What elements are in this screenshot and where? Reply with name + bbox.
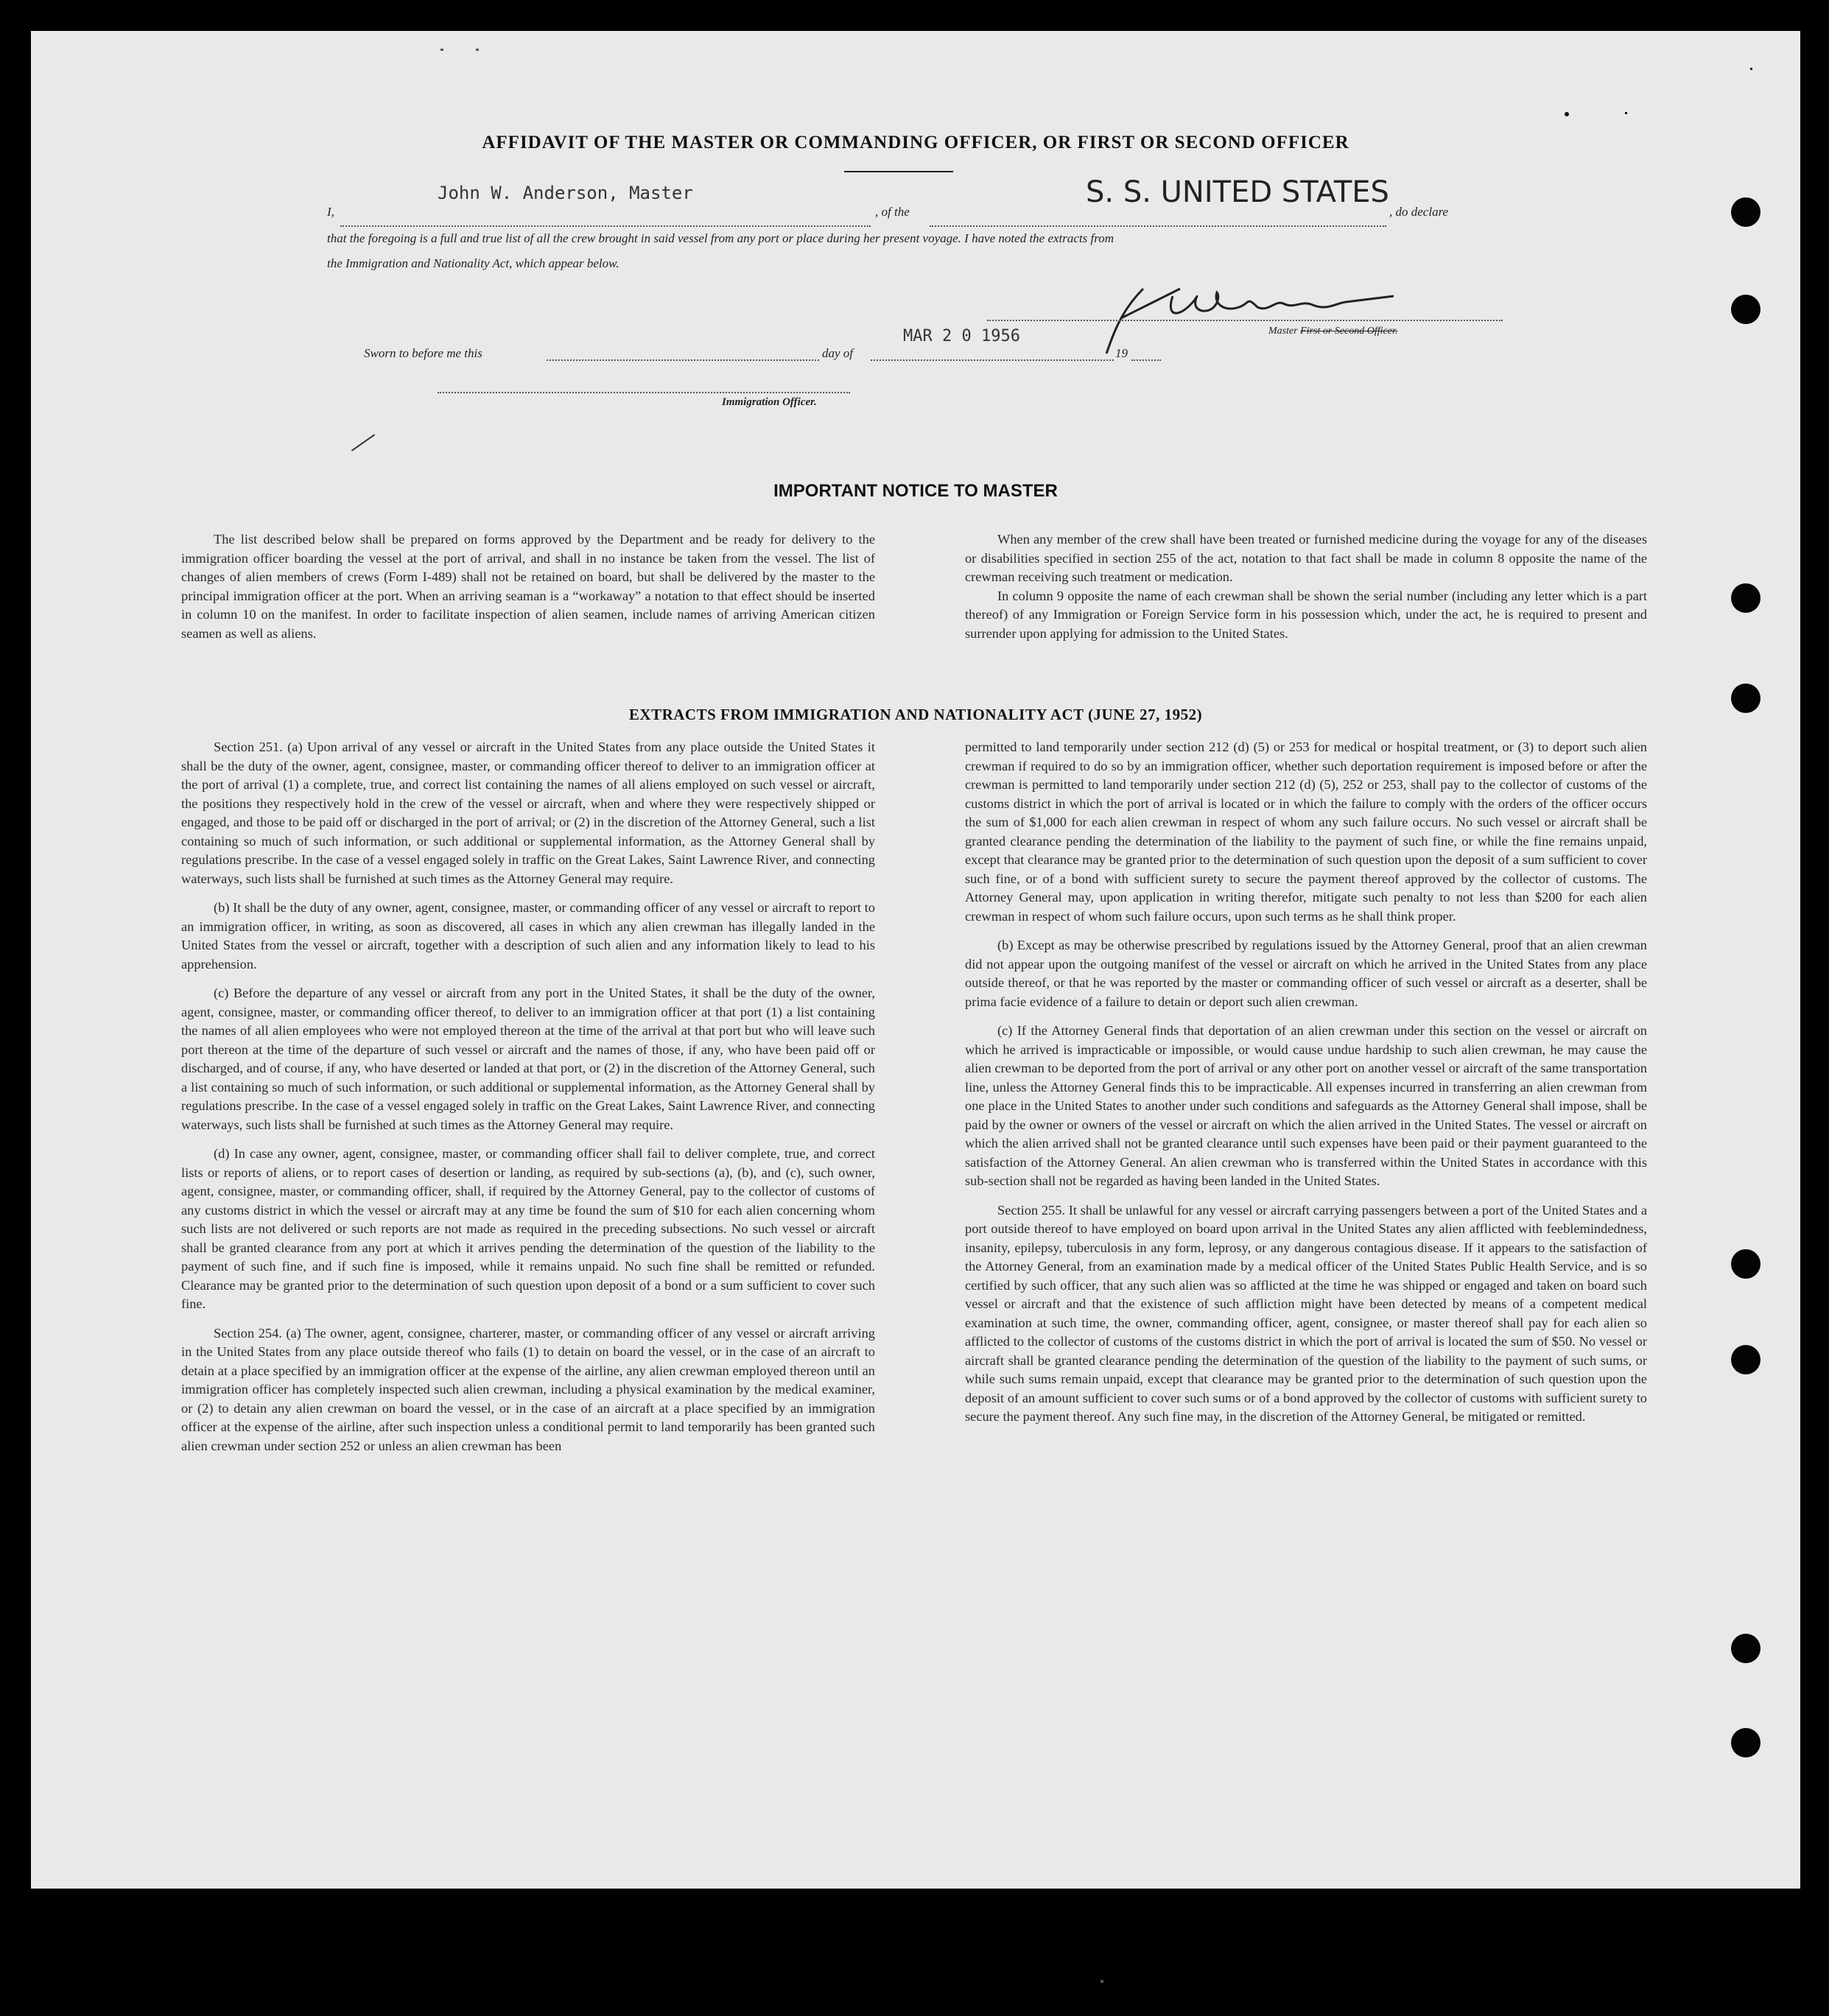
extracts-title: EXTRACTS FROM IMMIGRATION AND NATIONALITY ACT (JUNE 27, 1952) [628, 706, 1203, 723]
officer-label: Immigration Officer. [722, 396, 817, 408]
section-255: Section 255. It shall be unlawful for any vessel or aircraft carrying passengers between a port of the United States and a port outside thereof to have employed on board upon arrival in the United States any alien afflicted with feeblemindedness, insanity, epilepsy, tuberculosis in any form, leprosy, or any dangerous contagious disease. If it appears to the satisfaction of the Attorney General, from an examination made by a medical officer of the United States Public Health Service, and is so certified by such officer, that any such alien was so afflicted at the time he was shipped or engaged and taken on board such vessel or aircraft and that the existence of such affliction might have been detected by means of a competent medical examination at such time, the owner, commanding officer, agent, consignee, or master thereof shall pay for each alien so afflicted to the collector of customs of the customs district in which the port of arrival is located the sum of $50. No vessel or aircraft shall be granted clearance pending the determination of the question of the liability to the payment of such sums, or while such sums remain unpaid, except that clearance may be granted prior to the determination of such question upon the deposit of an amount sufficient to cover such sums or of a bond approved by the collector of customs with sufficient surety to secure the payment thereof. Any such fine may, in the discretion of the Attorney General, be mitigated or remitted. [965, 1202, 1647, 1424]
vessel-dotted-line [930, 225, 1386, 227]
notice-right-paragraph-1: When any member of the crew shall have been treated or furnished medicine during the voyage for any of the diseases or disabilities specified in section 255 of the act, notation to that fact shall be made in column 8 opposite the name of the crewman receiving such treatment or medication. [965, 532, 1647, 584]
day-of-label: day of [822, 346, 854, 360]
section-251-d: (d) In case any owner, agent, consignee, master, or commanding officer shall fail to deliver complete, true, and correct lists or reports of aliens, or to report cases of desertion or landing, as required by sub-sections (a), (b), and (c), such owner, agent, consignee, master, or commanding officer, shall, if required by the Attorney General, pay to the collector of customs of any customs district in which the vessel or aircraft may at any time be found the sum of $10 for each alien concerning whom such lists are not delivered or such reports are not made as required in the preceding subsections. No such vessel or aircraft shall be granted clearance from any port at which it arrives pending the determination of the question of the liability to the payment of such fine, and if such fine is imposed, while it remains unpaid. No such fine shall be remitted or refunded. Clearance may be granted prior to the determination of such question upon deposit of a bond or a sum sufficient to cover such fine. [181, 1146, 875, 1311]
section-254-a-continued: permitted to land temporarily under section 212 (d) (5) or 253 for medical or hospital treatment, or (3) to deport such alien crewman if required to do so by an immigration officer, whether such deportation requirement is imposed before or after the crewman is permitted to land temporarily under section 212 (d) (5), 252 or 253, shall pay to the collector of customs of the customs district in which the port of arrival is located or in which the failure to comply with the orders of the officer occurs the sum of $1,000 for each alien crewman in respect of whom any such failure occurs. No such vessel or aircraft shall be granted clearance pending the determination of the liability to the payment of such fine, or while the fine remains unpaid, except that clearance may be granted prior to the determination of such question upon the deposit of a sum sufficient to cover such fine, or of a bond with sufficient surety to secure the payment thereof approved by the collector of customs. The Attorney General may, upon application in writing therefor, mitigate such penalty to not less than $200 for each alien crewman in respect of whom such failure occurs, upon such terms as he shall think proper. [965, 740, 1647, 924]
name-dotted-line [340, 225, 871, 227]
punch-hole [1731, 1728, 1760, 1757]
section-251-b: (b) It shall be the duty of any owner, agent, consignee, master, or commanding officer of any vessel or aircraft to report to an immigration officer, in writing, as soon as discovered, all cases in which any alien crewman has illegally landed in the United States from the vessel or aircraft, together with a description of such alien and any information likely to lead to his apprehension. [181, 900, 875, 972]
year-dotted-line [1131, 359, 1161, 361]
declaration-statement-1: that the foregoing is a full and true list of all the crew brought in said vessel from any port or place during her present voyage. I have noted the extracts from [327, 231, 1114, 245]
signer-title [1268, 326, 1397, 337]
notice-left-paragraph: The list described below shall be prepared on forms approved by the Department and be ready for delivery to the immigration officer boarding the vessel at the port of arrival, and shall in no instance be taken from the vessel. The list of changes of alien members of crews (Form I-489) shall not be retained on board, but shall be delivered by the master to the principal immigration officer at the port. When an arriving seaman is a “workaway” a notation to that effect should be inserted in column 10 on the manifest. In order to facilitate inspection of alien seamen, include names of arriving American citizen seamen as well as aliens. [181, 532, 875, 641]
signature-dotted-line [987, 320, 1503, 321]
year-prefix: 19 [1115, 346, 1128, 360]
punch-hole [1731, 295, 1760, 324]
scan-speck [476, 49, 479, 51]
manifest-page [31, 31, 1800, 1889]
pen-mark [351, 434, 375, 451]
punch-hole [1731, 1345, 1760, 1374]
scan-speck [440, 49, 443, 51]
dust-speck [1625, 112, 1627, 114]
sworn-label: Sworn to before me this [364, 346, 482, 360]
signer-title-struck: First or Second Officer. [1300, 326, 1398, 337]
vessel-name: S. S. UNITED STATES [1086, 175, 1389, 209]
section-254-c: (c) If the Attorney General finds that deportation of an alien crewman under this section on the vessel or aircraft on which he arrived is impracticable or impossible, or would cause undue hardship to such alien crewman, he may cause the alien crewman to be deported from the port of arrival or any other port on another vessel or aircraft of the same transportation line, unless the Attorney General finds this to be impracticable. All expenses incurred in transferring an alien crewman from one place in the United States to another under such conditions and safeguards as the Attorney General shall impose, shall be paid by the owner or owners of the vessel or aircraft on which the alien arrived in the United States. The vessel or aircraft on which the alien arrived shall not be granted clearance until such expenses have been paid or their payment guaranteed to the satisfaction of the Attorney General. An alien crewman who is transferred within the United States in accordance with this sub-section shall not be regarded as having been landed in the United States. [965, 1023, 1647, 1188]
extracts-left-column [181, 738, 875, 1455]
notice-right-paragraph-2: In column 9 opposite the name of each crewman shall be shown the serial number (including any letter which is a part thereof) of any Immigration or Foreign Service form in his possession which, under the act, he is required to present and surrender upon applying for admission to the United States. [965, 588, 1647, 641]
section-251-a: Section 251. (a) Upon arrival of any vessel or aircraft in the United States from any place outside the United States it shall be the duty of the owner, agent, consignee, master, or commanding officer thereof to deliver to an immigration officer at the port of arrival (1) a complete, true, and correct list containing the names of all aliens employed on such vessel or aircraft, the positions they respectively hold in the crew of the vessel or aircraft, when and where they were respectively shipped or engaged, and those to be paid off or discharged in the port of arrival; or (2) in the discretion of the Attorney General, such a list containing so much of such information, or such additional or supplemental information, as the Attorney General shall by regulations prescribe. In the case of a vessel engaged solely in traffic on the Great Lakes, Saint Lawrence River, and connecting waterways, such lists shall be furnished at such times as the Attorney General may require. [181, 740, 875, 886]
notice-title: IMPORTANT NOTICE TO MASTER [773, 481, 1058, 501]
extracts-right-column [965, 738, 1647, 1427]
master-name: John W. Anderson, Master [438, 183, 693, 203]
punch-hole [1731, 1249, 1760, 1279]
of-the-label: , of the [875, 205, 910, 219]
declaration-line [327, 175, 1504, 231]
title-divider [844, 171, 953, 172]
date-stamp: MAR 2 0 1956 [903, 327, 1020, 345]
sworn-dotted-line [547, 359, 819, 361]
section-251-c: (c) Before the departure of any vessel or aircraft from any port in the United States, it shall be the duty of the owner, agent, consignee, master, or commanding officer thereof, to deliver to an immigration officer at that port (1) a list containing the names of all alien employees who were not employed thereon at the time of the arrival at that port but who will leave such port thereon at the time of the departure of such vessel or aircraft and the names of those, if any, who have been paid off or discharged, and of course, if any, who have deserted or landed at that port, or (2) in the discretion of the Attorney General, such a list containing so much of such information, or such additional or supplemental information, as the Attorney General shall by regulations prescribe. In the case of a vessel engaged solely in traffic on the Great Lakes, Saint Lawrence River, and connecting waterways, such lists shall be furnished at such times as the Attorney General may require. [181, 986, 875, 1132]
date-dotted-line [871, 359, 1114, 361]
i-label: I, [327, 205, 334, 219]
declaration-statement-2: the Immigration and Nationality Act, which appear below. [327, 256, 619, 270]
scan-speck [1100, 1980, 1103, 1983]
notice-left-column [181, 530, 875, 643]
affidavit-title: AFFIDAVIT OF THE MASTER OR COMMANDING OFFICER, OR FIRST OR SECOND OFFICER [482, 133, 1349, 152]
punch-hole [1731, 197, 1760, 227]
notice-right-column [965, 530, 1647, 643]
section-254-b: (b) Except as may be otherwise prescribed by regulations issued by the Attorney General, proof that an alien crewman did not appear upon the outgoing manifest of the vessel or aircraft on which he arrived in the United States from any place outside thereof, or that he was reported by the master or commanding officer of such vessel or aircraft as a deserter, shall be prima facie evidence of a failure to detain or deport such alien crewman. [965, 938, 1647, 1009]
signer-title-kept: Master [1268, 326, 1298, 337]
master-signature [1092, 267, 1401, 362]
punch-hole [1731, 583, 1760, 613]
do-declare-label: , do declare [1389, 205, 1449, 219]
dust-speck [1750, 68, 1752, 70]
dust-speck [1565, 112, 1569, 116]
punch-hole [1731, 1634, 1760, 1663]
section-254-a: Section 254. (a) The owner, agent, consignee, charterer, master, or commanding officer of any vessel or aircraft arriving in the United States from any place outside thereof who fails (1) to detain on board the vessel, or in the case of an aircraft to detain at a place specified by an immigration officer at the expense of the airline, any alien crewman employed thereon until an immigration officer has completely inspected such alien crewman, including a physical examination by the medical examiner, or (2) to detain any alien crewman on board the vessel, or in the case of an aircraft at a place specified by an immigration officer at the expense of the airline, after such inspection unless a conditional permit to land temporarily has been granted such alien crewman under section 252 or unless an alien crewman has been [181, 1325, 875, 1453]
punch-hole [1731, 684, 1760, 713]
officer-dotted-line [438, 392, 850, 393]
